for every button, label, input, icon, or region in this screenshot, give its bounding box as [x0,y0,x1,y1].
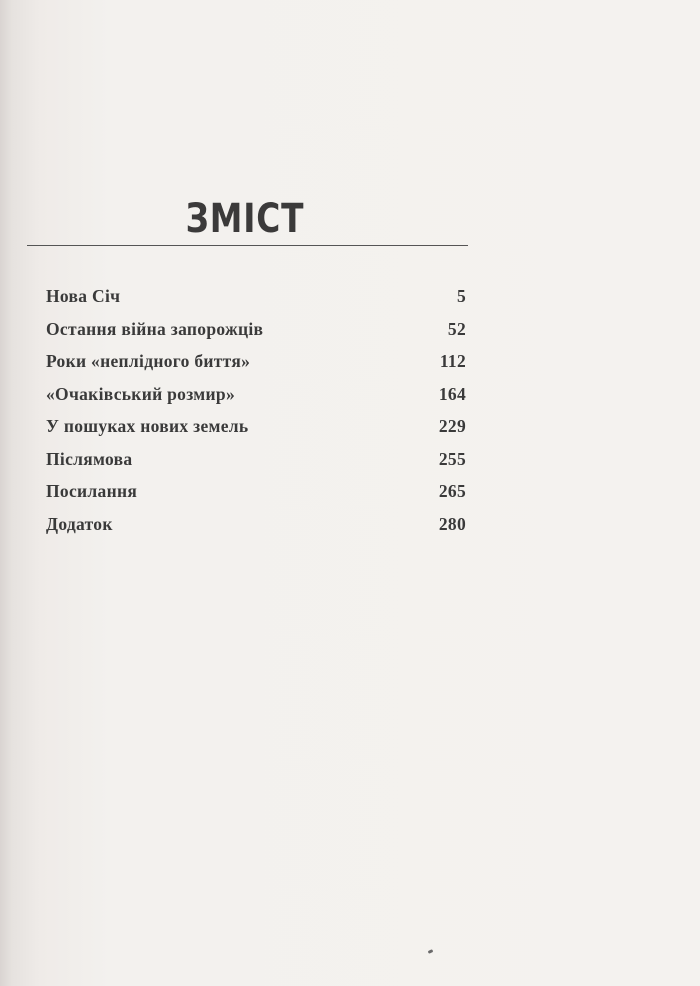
toc-entry-title: Нова Січ [46,286,121,306]
toc-entry-page: 5 [456,286,466,306]
toc-entry-page: 112 [439,351,466,371]
paper-speck [428,949,434,954]
toc-entry [46,449,466,482]
table-of-contents [46,286,466,546]
title-divider [27,245,468,246]
toc-entry [46,286,466,319]
toc-entry [46,481,466,514]
toc-entry-page: 164 [438,383,466,404]
toc-entry-title: Остання війна запорожців [46,318,264,339]
toc-entry-title: «Очаківський розмир» [46,383,235,404]
toc-entry-page: 265 [438,481,466,501]
toc-entry-title: Додаток [46,513,113,534]
toc-entry-page: 255 [438,448,466,469]
toc-entry-page: 280 [438,513,466,534]
toc-entry [46,416,466,449]
toc-entry [46,319,466,352]
toc-entry-title: Посилання [46,481,138,501]
toc-entry-page: 52 [447,318,466,339]
toc-entry [46,514,466,547]
toc-entry-title: Роки «неплідного биття» [46,351,251,371]
toc-entry-page: 229 [438,416,466,436]
toc-entry [46,384,466,417]
toc-entry-title: Післямова [46,448,133,469]
page-title: ЗМІСТ [185,196,305,242]
toc-entry-title: У пошуках нових земель [46,416,249,436]
toc-entry [46,351,466,384]
